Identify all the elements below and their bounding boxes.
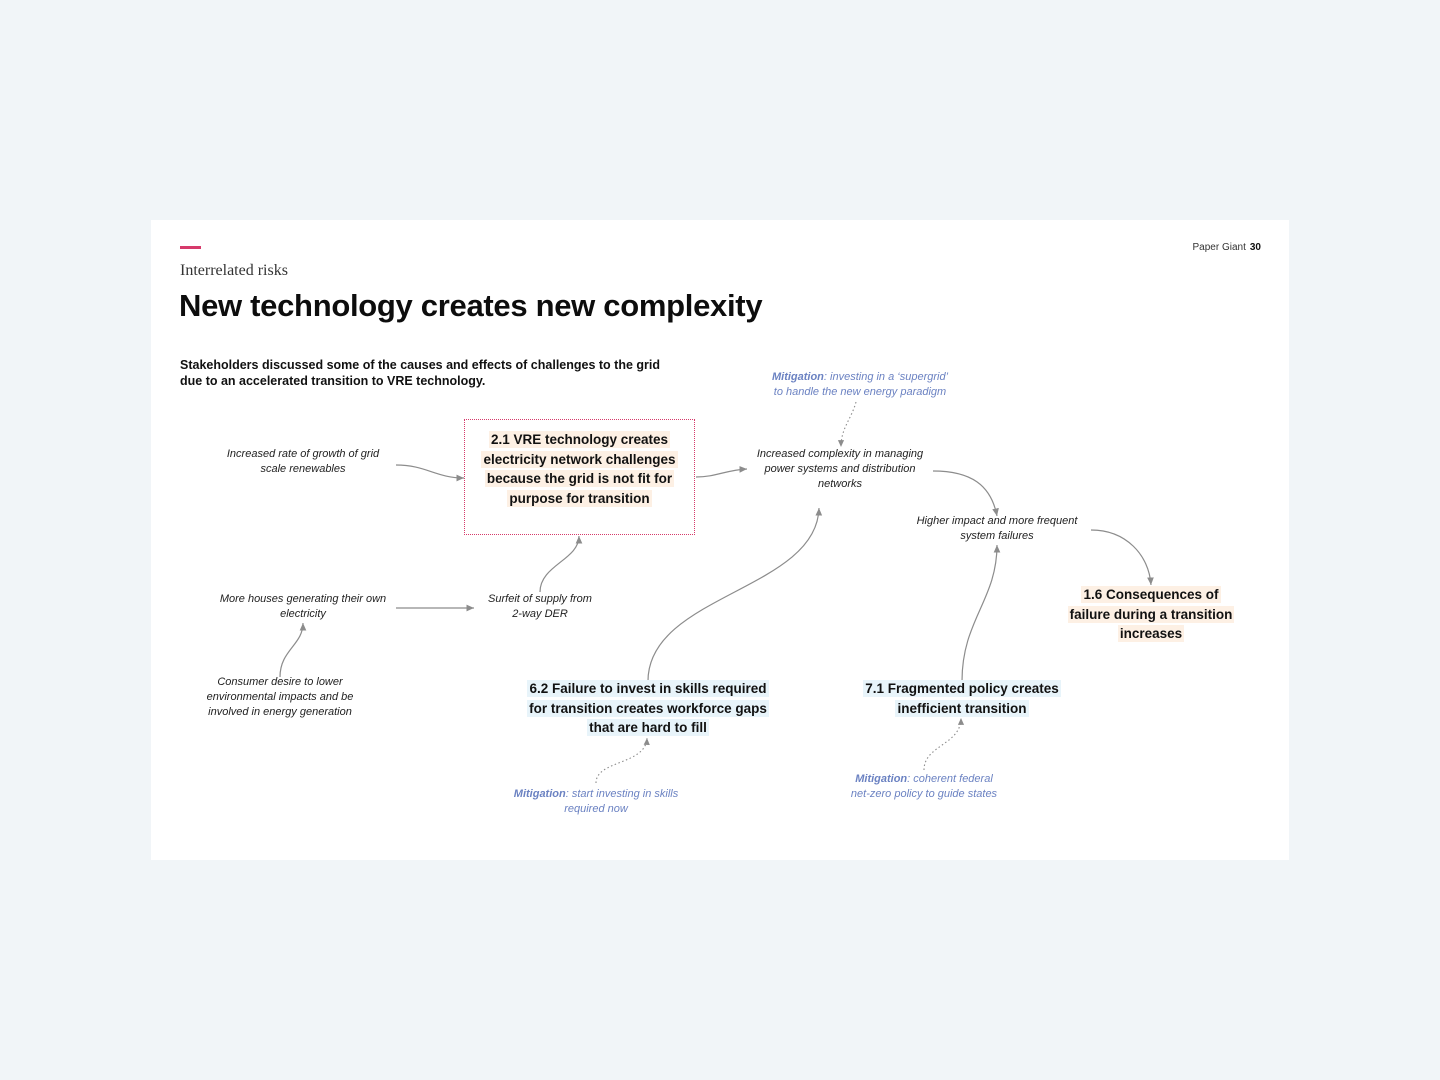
risk-6-2: 6.2 Failure to invest in skills required for transition creates workforce gaps that are hard to fill bbox=[529, 681, 767, 735]
arrow-growth-to-2-1 bbox=[396, 465, 464, 478]
slide bbox=[151, 220, 1289, 860]
connector-layer bbox=[151, 220, 1289, 860]
arrow-failures-to-1-6 bbox=[1091, 530, 1151, 585]
node-increased-complexity: Increased complexity in managing power systems and distribution networks bbox=[756, 448, 924, 490]
section-label: Interrelated risks bbox=[180, 262, 288, 279]
brand-name: Paper Giant bbox=[1192, 242, 1246, 253]
page-number: 30 bbox=[1249, 242, 1261, 253]
node-surfeit-supply: Surfeit of supply from 2-way DER bbox=[488, 593, 592, 620]
page-title: New technology creates new complexity bbox=[179, 288, 763, 323]
risk-2-1: 2.1 VRE technology creates electricity network challenges because the grid is not fit for purpose for transition bbox=[483, 432, 676, 506]
arrow-7-1-to-failures bbox=[962, 545, 997, 681]
risk-1-6: 1.6 Consequences of failure during a transition increases bbox=[1069, 587, 1233, 641]
mitigation-policy: Mitigation: coherent federal net-zero policy to guide states bbox=[850, 773, 998, 800]
mitigation-link-policy bbox=[924, 718, 961, 770]
arrow-complexity-to-failures bbox=[933, 471, 997, 516]
mitigation-link-skills bbox=[596, 738, 647, 783]
arrow-surfeit-to-2-1 bbox=[540, 536, 579, 592]
node-system-failures: Higher impact and more frequent system failures bbox=[916, 515, 1078, 542]
node-grid-growth: Increased rate of growth of grid scale renewables bbox=[226, 448, 380, 475]
risk-7-1: 7.1 Fragmented policy creates inefficient transition bbox=[865, 681, 1059, 716]
arrow-consumer-to-houses bbox=[280, 623, 303, 677]
mitigation-link-supergrid bbox=[841, 402, 856, 447]
mitigation-skills: Mitigation: start investing in skills required now bbox=[513, 788, 679, 815]
mitigation-supergrid: Mitigation: investing in a ‘supergrid’ to handle the new energy paradigm bbox=[771, 371, 949, 398]
intro-line: due to an accelerated transition to VRE technology. bbox=[180, 374, 486, 388]
intro-line: Stakeholders discussed some of the causes and effects of challenges to the grid bbox=[180, 358, 660, 372]
node-houses-generating: More houses generating their own electricity bbox=[219, 593, 387, 620]
node-consumer-desire: Consumer desire to lower environmental impacts and be involved in energy generation bbox=[206, 676, 354, 718]
